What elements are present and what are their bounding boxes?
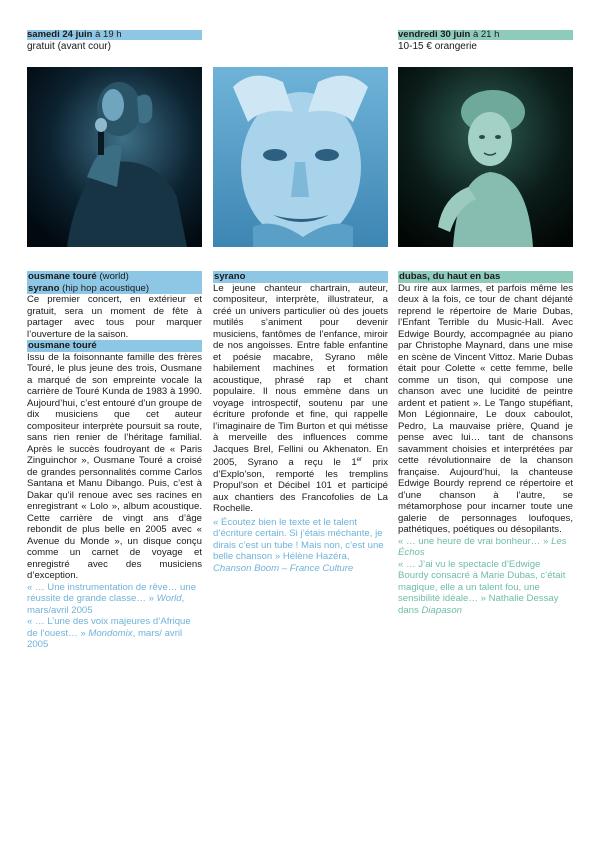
event-price: gratuit (avant cour) [27,41,111,52]
press-quote [27,582,202,617]
press-quote [398,536,573,559]
artist-heading [27,271,202,283]
event-time: à 21 h [470,29,500,40]
event-price: 10-15 € orangerie [398,41,477,52]
photo-syrano [213,67,388,247]
event-time: à 19 h [92,29,122,40]
bio-paragraph: Issu de la foisonnante famille des frères Touré, le plus jeune des trois, Ousmane a marqué de son empreinte vocale la carrière de Touré Kunda de 1983 à 1990. Aujourd’hui, c’est entouré d’un groupe de dix musiciens que cet auteur compositeur interprète poursuit sa route, sans rien renier de l’héritage familial. Après le succès foudroyant de « Paris Zinguinchor », Ousmane Touré a croisé de grandes personnalités comme Carlos Santana et Manu Dibango. Puis, c’est à Dakar qu’il renoue avec ses racines en enregistrant « Lolo », album acoustique. Cette carrière de vingt ans d’âge rebondit de plus belle en 2005 avec « Avenue du Monde », un disque conçu comme un carnet de voyage et enregistré avec des musiciens d’exception. [27,351,202,581]
event-date-bar [27,30,202,40]
artist-heading: ousmane touré [27,340,202,352]
quote-text: « Écoutez bien le texte et le talent d’écriture certain. Si j’étais méchante, je dirais c’est un tube ! Mais non, c’est une belle chanson » Hélène Hazéra, [213,516,384,563]
artist-name: ousmane touré [28,271,97,282]
artist-name: syrano [28,282,60,294]
quote-source: Les Échos [398,535,567,558]
bio-superscript: er [356,457,363,463]
event-date-bar [398,30,573,40]
quote-source: World [156,593,182,604]
bio-paragraph: Du rire aux larmes, et parfois même les deux à la fois, ce tour de chant déjanté reprend le répertoire de Marie Dubas, l’Enfant Terrible du Music-Hall. Avec Edwige Bourdy, accompagnée au piano par Christophe Maynard, dans une mise en scène de Vincent Vittoz. Marie Dubas était pour Colette « cette femme, belle comme un tison, qui compose une chanson avec une lucidité de peintre ardent et patient ». Le Tango stupéfiant, Mon Légionnaire, Le doux caboulot, Pedro, La mauvaise prière, Quand je pense avec lui… tant de chansons savamment choisies et interprétées par cette révolutionnaire de la chanson française. Aujourd’hui, la chanteuse Edwige Bourdy reprend ce répertoire et d’une chanson à l’autre, se métamorphose pour incarner toute une galerie de personnages loufoques, pathétiques, poétiques ou désopilants. [398,282,573,535]
artist-heading: syrano [213,271,388,283]
quote-source: Diapason [421,604,463,616]
quote-date: , mars/avril 2005 [27,593,185,616]
quote-date: , mars/ avril 2005 [27,627,183,650]
quote-source: Chanson Boom – France Culture [213,562,354,574]
intro-paragraph: Ce premier concert, en extérieur et gratuit, sera un moment de fête à partager avec tous pour marquer l’ouverture de la saison. [27,294,202,340]
performer-photo-icon [398,67,573,247]
artist-genre: (world) [96,271,129,282]
quote-text: « … une heure de vrai bonheur… » [398,535,552,547]
column-text [213,271,388,574]
press-quote [213,517,388,575]
press-quote [398,559,573,617]
artist-heading [27,283,202,295]
press-quote [27,616,202,651]
column-text [27,271,202,651]
bio-paragraph [213,283,388,515]
artist-genre: (hip hop acoustique) [59,282,150,294]
quote-text: « … L’une des voix majeures d’Afrique de l’ouest… » [27,616,191,639]
column-text [398,271,573,616]
photo-dubas [398,67,573,247]
photo-ousmane-toure [27,67,202,247]
artist-heading: dubas, du haut en bas [398,271,573,283]
event-date: samedi 24 juin [27,29,93,40]
quote-text: « … J’ai vu le spectacle d’Edwige Bourdy consacré à Marie Dubas, c’était magique, elle a un talent fou, une sensibilité idéale… » Nathalie Dessay dans [398,558,566,616]
face-photo-icon [213,67,388,247]
singer-photo-icon [27,67,202,247]
event-date: vendredi 30 juin [398,29,471,40]
bio-text: prix d’Explo’son, remporté les tremplins Propul’son et Décibel 101 et participé aux chantiers des Francofolies de La Rochelle. [213,457,388,515]
bio-text: Le jeune chanteur chartrain, auteur, compositeur, interprète, illustrateur, a créé un univers particulier où des jouets mutilés s’animent pour devenir musiciens, fantômes de l’enfance, miroir de nos angoisses. Entre fable enfantine et poésie macabre, Syrano mêle habilement machines et formation acoustique, phrasé rap et chant populaire. Il nous emmène dans un voyage introspectif, soutenu par une écriture profonde et fine, qui rappelle l’imaginaire de Tim Burton et qui métisse à merveille des influences comme Jacques Brel, Fellini ou Akhenaton. En 2005, Syrano a reçu le 1 [213,282,388,469]
quote-source: Mondomix [88,627,133,639]
quote-text: « … Une instrumentation de rêve… une réussite de grande classe… » [27,581,197,604]
